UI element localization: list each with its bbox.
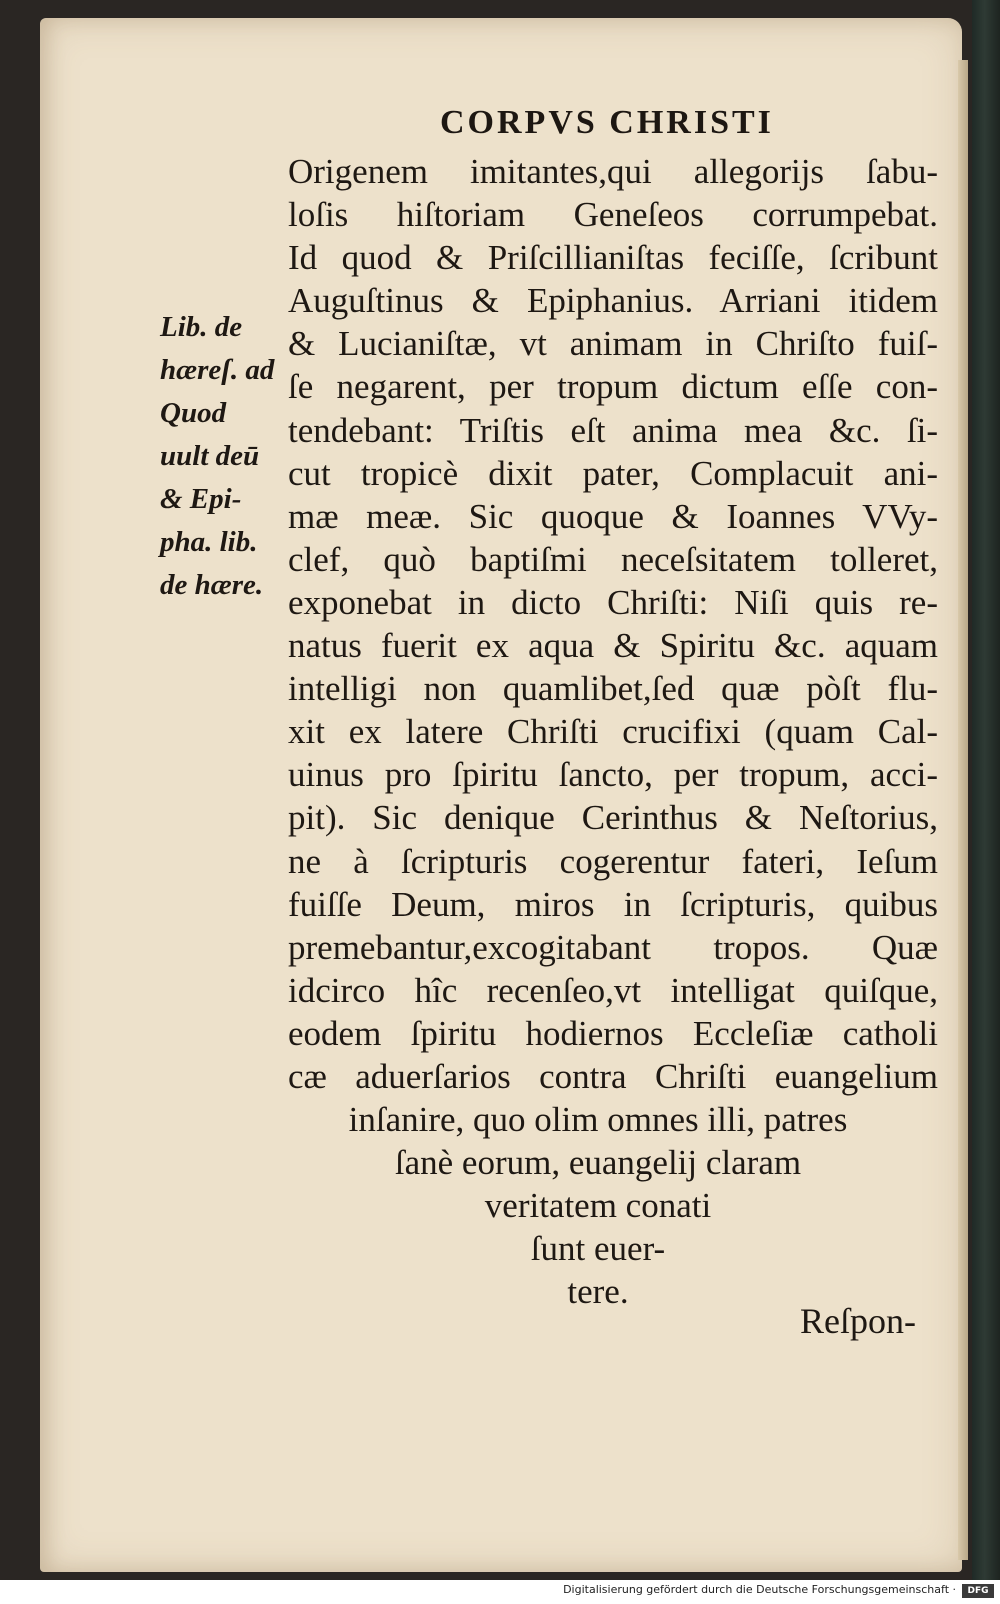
text-line: veritatem conati	[484, 1186, 712, 1226]
marginal-note-line: Lib. de	[160, 311, 243, 343]
text-line: intelligi non quamlibet,ſed quæ pòſt flu-	[288, 669, 938, 709]
text-line: ſe negarent, per tropum dictum eſſe con-	[288, 367, 938, 407]
text-line: ſanè eorum, euangelij claram	[394, 1143, 802, 1183]
text-line: & Lucianiſtæ, vt animam in Chriſto fuiſ-	[288, 324, 938, 364]
text-line: pit). Sic denique Cerinthus & Neſtorius,	[288, 798, 938, 838]
text-line: clef, quò baptiſmi neceſsitatem tolleret,	[288, 539, 938, 579]
marginal-note-line: uult deū	[160, 440, 260, 472]
footer-credit: Digitalisierung gefördert durch die Deutsche Forschungsgemeinschaft ·	[563, 1583, 956, 1596]
text-line: premebantur,excogitabant tropos. Quæ	[288, 927, 938, 967]
text-line: mæ meæ. Sic quoque & Ioannes VVy-	[288, 496, 938, 536]
marginal-note-line: Quod	[160, 397, 227, 429]
text-line: fuiſſe Deum, miros in ſcripturis, quibus	[288, 884, 938, 924]
text-line: Origenem imitantes,qui allegorijs ſabu-	[288, 152, 938, 191]
marginal-note-line: hæreſ. ad	[160, 354, 275, 386]
text-line: loſis hiſtoriam Geneſeos corrumpebat.	[288, 195, 938, 235]
text-line: exponebat in dicto Chriſti: Niſi quis re-	[288, 582, 938, 622]
text-line: Id quod & Priſcillianiſtas feciſſe, ſcribunt	[288, 238, 938, 278]
text-line: ne à ſcripturis cogerentur fateri, Ieſum	[288, 841, 938, 881]
footer-bar	[0, 1580, 1000, 1604]
text-line: uinus pro ſpiritu ſancto, per tropum, acci-	[288, 755, 938, 795]
text-line: ſunt euer-	[530, 1229, 666, 1269]
backdrop-cloth	[972, 0, 1000, 1580]
marginal-note	[160, 306, 284, 607]
text-line: cæ aduerſarios contra Chriſti euangelium	[288, 1056, 938, 1096]
text-line: tere.	[567, 1272, 629, 1312]
text-line: cut tropicè dixit pater, Complacuit ani-	[288, 453, 938, 493]
text-line: eodem ſpiritu hodiernos Eccleſiæ catholi	[288, 1013, 938, 1053]
marginal-note-line: pha. lib.	[160, 526, 258, 558]
dfg-logo: DFG	[962, 1584, 994, 1598]
catchword: Reſpon-	[800, 1301, 916, 1341]
text-line: xit ex latere Chriſti crucifixi (quam Cal-	[288, 712, 938, 752]
marginal-note-line: & Epi-	[160, 483, 242, 515]
text-line: idcirco hîc recenſeo,vt intelligat quiſque,	[288, 970, 938, 1010]
text-line: inſanire, quo olim omnes illi, patres	[348, 1100, 848, 1140]
text-line: natus fuerit ex aqua & Spiritu &c. aquam	[288, 626, 938, 666]
text-line: Auguſtinus & Epiphanius. Arriani itidem	[288, 281, 938, 321]
running-head: CORPVS CHRISTI	[440, 104, 774, 141]
text-line: tendebant: Triſtis eſt anima mea &c. ſi-	[288, 410, 938, 450]
body-text	[288, 150, 938, 1314]
marginal-note-line: de hære.	[160, 569, 264, 601]
